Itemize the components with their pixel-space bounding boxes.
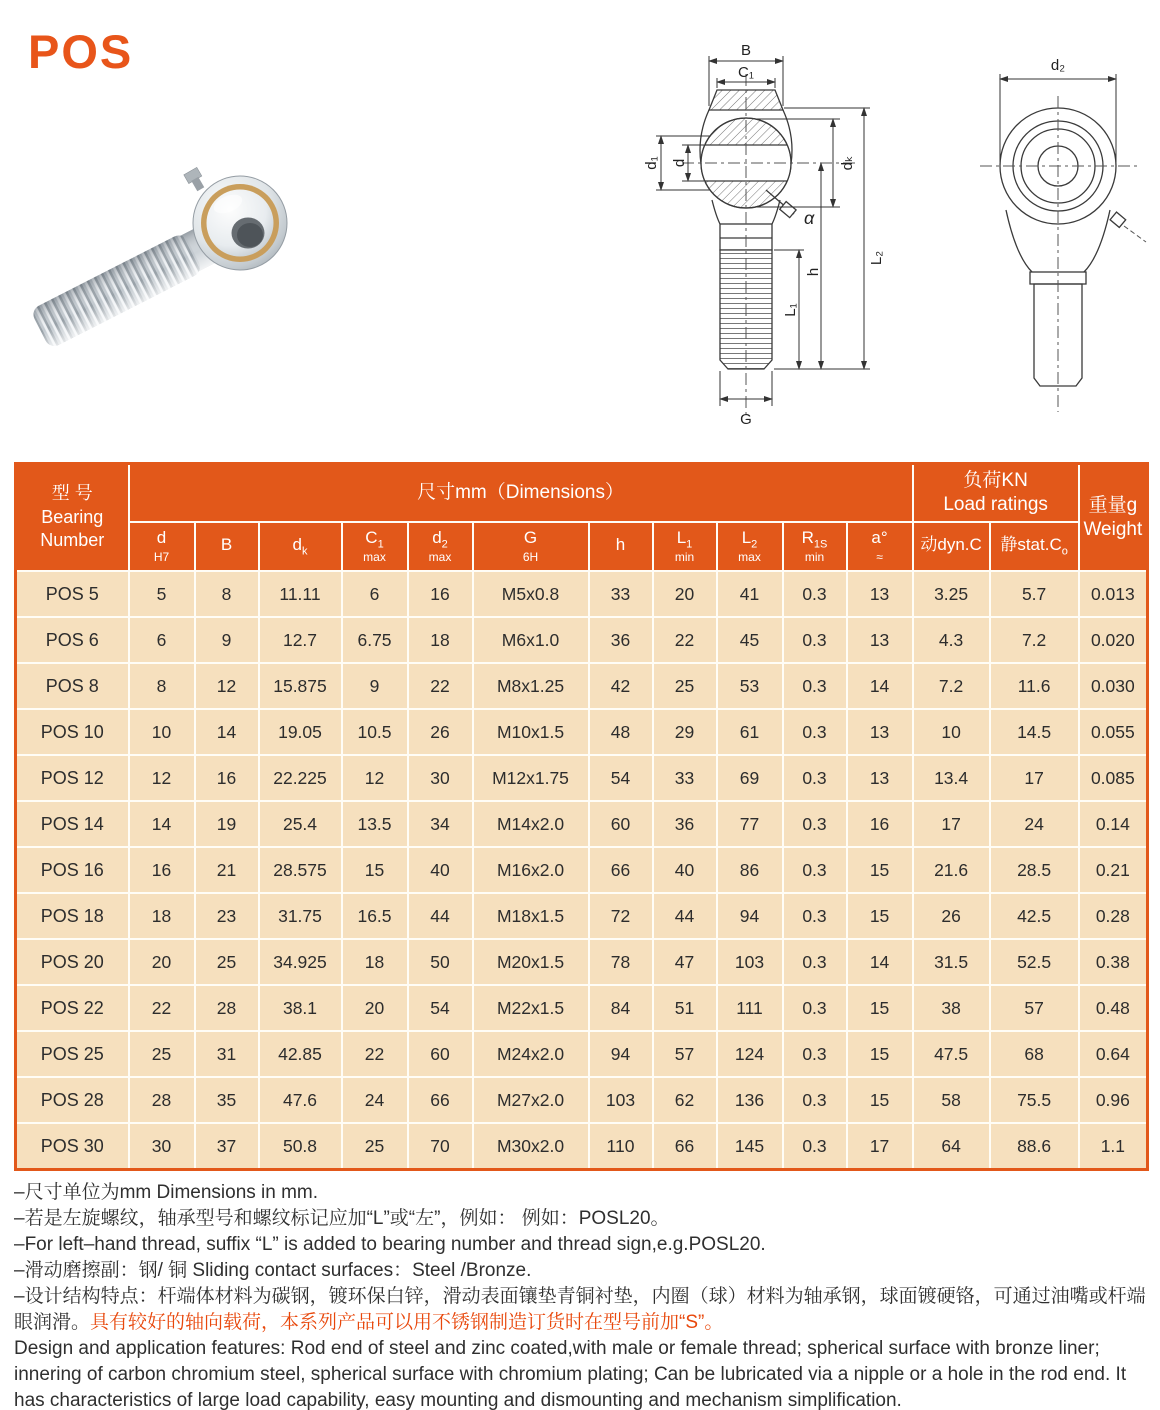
col-header-g: G 6H [473,522,589,571]
value-cell: 136 [717,1077,783,1123]
col-header-l1: $L_1$ min [653,522,717,571]
value-cell: 35 [195,1077,259,1123]
value-cell: 16 [408,571,473,617]
value-cell: 0.38 [1079,939,1148,985]
col-header-h: h [589,522,653,571]
table-row [16,801,1148,847]
value-cell: 48 [589,709,653,755]
dim-label-d1: d₁ [643,156,660,170]
value-cell: 20 [342,985,408,1031]
value-cell: 60 [408,1031,473,1077]
value-cell: 30 [408,755,473,801]
table-row [16,663,1148,709]
table-row [16,893,1148,939]
note-units: –尺寸单位为mm Dimensions in mm. [14,1182,319,1203]
value-cell: 28.5 [990,847,1079,893]
value-cell: 12 [195,663,259,709]
product-photo [8,138,348,356]
col-header-d2: $d_2$ max [408,522,473,571]
table-row [16,1031,1148,1077]
value-cell: 77 [717,801,783,847]
value-cell: 22.225 [259,755,342,801]
value-cell: 42 [589,663,653,709]
header-bearing-number: 型 号 Bearing Number [16,464,129,572]
grease-nipple [184,167,207,193]
value-cell: 0.3 [783,663,847,709]
value-cell: 54 [408,985,473,1031]
value-cell: 28 [195,985,259,1031]
value-cell: 57 [653,1031,717,1077]
value-cell: 9 [342,663,408,709]
dim-label-d: d [671,158,688,168]
col-header-b: B [195,522,259,571]
value-cell: 69 [717,755,783,801]
value-cell: 15 [847,847,913,893]
bearing-number-cell: POS 30 [16,1123,129,1170]
value-cell: 10 [913,709,990,755]
value-cell: 25 [195,939,259,985]
value-cell: 61 [717,709,783,755]
value-cell: M12x1.75 [473,755,589,801]
value-cell: 68 [990,1031,1079,1077]
value-cell: 13.4 [913,755,990,801]
value-cell: M8x1.25 [473,663,589,709]
col-header-dyn: 动dyn.C [913,522,990,571]
value-cell: 28 [129,1077,195,1123]
nipple-side [1110,212,1126,227]
value-cell: 22 [129,985,195,1031]
bearing-number-cell: POS 22 [16,985,129,1031]
header-weight: 重量g Weight [1079,464,1148,572]
technical-drawing-front [616,18,888,438]
page-title: POS [28,25,134,78]
value-cell: 16 [129,847,195,893]
value-cell: 12 [342,755,408,801]
value-cell: 66 [589,847,653,893]
value-cell: 33 [653,755,717,801]
value-cell: 44 [653,893,717,939]
value-cell: 110 [589,1123,653,1170]
value-cell: M6x1.0 [473,617,589,663]
note-design-features-en: Design and application features: Rod end of steel and zinc coated,with male or female thread; spherical surface with bronze liner; innering of carbon chromium steel, spherical surface with chromium plating; Can be lubricated via a nipple or a hole in the rod end. It has characteristics of large load capability, easy mounting and dismounting and mechanism simplification. [14,1338,1127,1410]
note-highlight: 具有较好的轴向载荷，本系列产品可以用不锈钢制造订货时在型号前加“S”。 [90,1312,724,1333]
dim-label-d2: d₂ [1050,57,1066,74]
value-cell: 40 [408,847,473,893]
value-cell: 50 [408,939,473,985]
value-cell: 6.75 [342,617,408,663]
value-cell: 6 [342,571,408,617]
table-row [16,571,1148,617]
header-dimensions: 尺寸mm（Dimensions） [129,464,913,523]
value-cell: M10x1.5 [473,709,589,755]
value-cell: 0.085 [1079,755,1148,801]
value-cell: 0.3 [783,893,847,939]
bearing-number-cell: POS 6 [16,617,129,663]
value-cell: 14.5 [990,709,1079,755]
value-cell: 25 [653,663,717,709]
value-cell: 20 [653,571,717,617]
value-cell: 33 [589,571,653,617]
value-cell: 0.96 [1079,1077,1148,1123]
value-cell: 94 [717,893,783,939]
value-cell: 17 [990,755,1079,801]
value-cell: 94 [589,1031,653,1077]
value-cell: 10 [129,709,195,755]
value-cell: 44 [408,893,473,939]
value-cell: 14 [847,663,913,709]
dim-label-dk: dₖ [839,155,856,171]
value-cell: 30 [129,1123,195,1170]
value-cell: 0.055 [1079,709,1148,755]
value-cell: 57 [990,985,1079,1031]
dim-label-alpha: α [804,208,815,228]
value-cell: 0.3 [783,801,847,847]
table-row [16,939,1148,985]
value-cell: 18 [342,939,408,985]
value-cell: 6 [129,617,195,663]
value-cell: 25.4 [259,801,342,847]
table-row [16,985,1148,1031]
value-cell: 78 [589,939,653,985]
value-cell: 29 [653,709,717,755]
table-row [16,1123,1148,1170]
value-cell: 45 [717,617,783,663]
value-cell: 0.48 [1079,985,1148,1031]
table-row [16,755,1148,801]
value-cell: 53 [717,663,783,709]
col-header-d: d H7 [129,522,195,571]
bearing-number-cell: POS 14 [16,801,129,847]
note-design-features-zh: –设计结构特点：杆端体材料为碳钢，镀环保白锌，滑动表面镶垫青铜衬垫，内圈（球）材料为轴承钢，球面镀硬铬，可通过油嘴或杆端眼润滑。具有较好的轴向载荷，本系列产品可以用不锈钢制造订货时在型号前加“S”。 [14,1286,1146,1333]
col-header-dk: $d_k$ [259,522,342,571]
bearing-number-cell: POS 25 [16,1031,129,1077]
value-cell: 124 [717,1031,783,1077]
bearing-number-cell: POS 18 [16,893,129,939]
value-cell: 0.3 [783,847,847,893]
value-cell: M30x2.0 [473,1123,589,1170]
dim-label-g: G [740,411,752,428]
value-cell: 11.11 [259,571,342,617]
value-cell: 42.5 [990,893,1079,939]
value-cell: 47.6 [259,1077,342,1123]
spec-table [14,462,1149,1171]
value-cell: 86 [717,847,783,893]
value-cell: 0.21 [1079,847,1148,893]
col-header-c1: $C_1$ max [342,522,408,571]
value-cell: M18x1.5 [473,893,589,939]
dim-label-h: h [805,267,822,277]
value-cell: M22x1.5 [473,985,589,1031]
value-cell: 25 [129,1031,195,1077]
value-cell: 66 [408,1077,473,1123]
value-cell: 9 [195,617,259,663]
value-cell: 38 [913,985,990,1031]
value-cell: 14 [195,709,259,755]
value-cell: 26 [408,709,473,755]
table-row [16,847,1148,893]
value-cell: M24x2.0 [473,1031,589,1077]
value-cell: 0.3 [783,755,847,801]
value-cell: 17 [913,801,990,847]
value-cell: 24 [342,1077,408,1123]
value-cell: 8 [129,663,195,709]
value-cell: 5.7 [990,571,1079,617]
value-cell: 0.3 [783,617,847,663]
value-cell: 88.6 [990,1123,1079,1170]
table-row [16,709,1148,755]
value-cell: 111 [717,985,783,1031]
dim-label-b: B [740,42,752,59]
bearing-number-cell: POS 12 [16,755,129,801]
dim-label-l2: L₂ [868,250,885,266]
value-cell: 18 [129,893,195,939]
value-cell: 26 [913,893,990,939]
value-cell: 54 [589,755,653,801]
value-cell: 15.875 [259,663,342,709]
value-cell: 13.5 [342,801,408,847]
threaded-shank [30,222,223,349]
value-cell: 16 [847,801,913,847]
value-cell: 31.75 [259,893,342,939]
value-cell: 23 [195,893,259,939]
value-cell: 25 [342,1123,408,1170]
value-cell: M16x2.0 [473,847,589,893]
footnotes [14,1180,1150,1410]
table-row [16,1077,1148,1123]
value-cell: 7.2 [990,617,1079,663]
value-cell: 15 [847,985,913,1031]
value-cell: 14 [129,801,195,847]
value-cell: 13 [847,617,913,663]
bearing-number-cell: POS 5 [16,571,129,617]
value-cell: 16 [195,755,259,801]
header-load-ratings: 负荷KN Load ratings [913,464,1079,523]
value-cell: 62 [653,1077,717,1123]
value-cell: 24 [990,801,1079,847]
table-row [16,617,1148,663]
value-cell: 36 [653,801,717,847]
value-cell: 70 [408,1123,473,1170]
value-cell: 5 [129,571,195,617]
value-cell: 13 [847,709,913,755]
bearing-number-cell: POS 16 [16,847,129,893]
bearing-number-cell: POS 8 [16,663,129,709]
col-header-l2: $L_2$ max [717,522,783,571]
value-cell: 0.3 [783,571,847,617]
value-cell: 15 [342,847,408,893]
value-cell: 22 [408,663,473,709]
value-cell: 40 [653,847,717,893]
value-cell: M14x2.0 [473,801,589,847]
value-cell: 31 [195,1031,259,1077]
value-cell: 17 [847,1123,913,1170]
value-cell: 16.5 [342,893,408,939]
value-cell: 15 [847,1077,913,1123]
value-cell: 0.020 [1079,617,1148,663]
value-cell: 0.3 [783,939,847,985]
value-cell: 51 [653,985,717,1031]
value-cell: 41 [717,571,783,617]
value-cell: 0.030 [1079,663,1148,709]
value-cell: 8 [195,571,259,617]
value-cell: M5x0.8 [473,571,589,617]
value-cell: 15 [847,893,913,939]
value-cell: 3.25 [913,571,990,617]
value-cell: 60 [589,801,653,847]
value-cell: 21 [195,847,259,893]
value-cell: 0.3 [783,709,847,755]
value-cell: 36 [589,617,653,663]
value-cell: 31.5 [913,939,990,985]
value-cell: 52.5 [990,939,1079,985]
value-cell: 12.7 [259,617,342,663]
col-header-r1s: $R_{1S}$ min [783,522,847,571]
value-cell: 22 [342,1031,408,1077]
bearing-number-cell: POS 28 [16,1077,129,1123]
value-cell: 11.6 [990,663,1079,709]
bearing-head [193,176,287,270]
value-cell: 145 [717,1123,783,1170]
value-cell: 75.5 [990,1077,1079,1123]
bearing-number-cell: POS 20 [16,939,129,985]
value-cell: 38.1 [259,985,342,1031]
value-cell: 14 [847,939,913,985]
value-cell: 1.1 [1079,1123,1148,1170]
value-cell: 0.64 [1079,1031,1148,1077]
value-cell: 42.85 [259,1031,342,1077]
value-cell: 0.3 [783,1123,847,1170]
spec-table-body [16,571,1148,1170]
value-cell: 19.05 [259,709,342,755]
value-cell: 103 [717,939,783,985]
col-header-stat: 静$stat.C_o$ [990,522,1079,571]
value-cell: 58 [913,1077,990,1123]
value-cell: 0.3 [783,1077,847,1123]
value-cell: 28.575 [259,847,342,893]
value-cell: 7.2 [913,663,990,709]
value-cell: 72 [589,893,653,939]
value-cell: 21.6 [913,847,990,893]
value-cell: 0.3 [783,1031,847,1077]
value-cell: 20 [129,939,195,985]
value-cell: 13 [847,755,913,801]
value-cell: 19 [195,801,259,847]
value-cell: 50.8 [259,1123,342,1170]
value-cell: 0.013 [1079,571,1148,617]
value-cell: 15 [847,1031,913,1077]
bearing-number-cell: POS 10 [16,709,129,755]
value-cell: M27x2.0 [473,1077,589,1123]
value-cell: 4.3 [913,617,990,663]
value-cell: 13 [847,571,913,617]
value-cell: 103 [589,1077,653,1123]
value-cell: 34.925 [259,939,342,985]
value-cell: 22 [653,617,717,663]
dim-label-c1: C₁ [738,64,754,81]
value-cell: 84 [589,985,653,1031]
value-cell: 34 [408,801,473,847]
value-cell: 12 [129,755,195,801]
note-sliding-surfaces: –滑动磨擦副：钢/ 铜 Sliding contact surfaces：Steel /Bronze. [14,1260,532,1281]
dim-label-l1: L₁ [782,303,799,317]
value-cell: 47.5 [913,1031,990,1077]
col-header-a: a° ≈ [847,522,913,571]
technical-drawing-side [968,18,1160,438]
value-cell: 66 [653,1123,717,1170]
note-left-hand-zh: –若是左旋螺纹，轴承型号和螺纹标记应加“L”或“左”，例如： 例如：POSL20。 [14,1208,670,1229]
value-cell: M20x1.5 [473,939,589,985]
value-cell: 37 [195,1123,259,1170]
note-left-hand-en: –For left–hand thread, suffix “L” is added to bearing number and thread sign,e.g.POSL20. [14,1234,766,1255]
value-cell: 0.3 [783,985,847,1031]
value-cell: 64 [913,1123,990,1170]
value-cell: 10.5 [342,709,408,755]
value-cell: 0.14 [1079,801,1148,847]
value-cell: 18 [408,617,473,663]
value-cell: 0.28 [1079,893,1148,939]
value-cell: 47 [653,939,717,985]
